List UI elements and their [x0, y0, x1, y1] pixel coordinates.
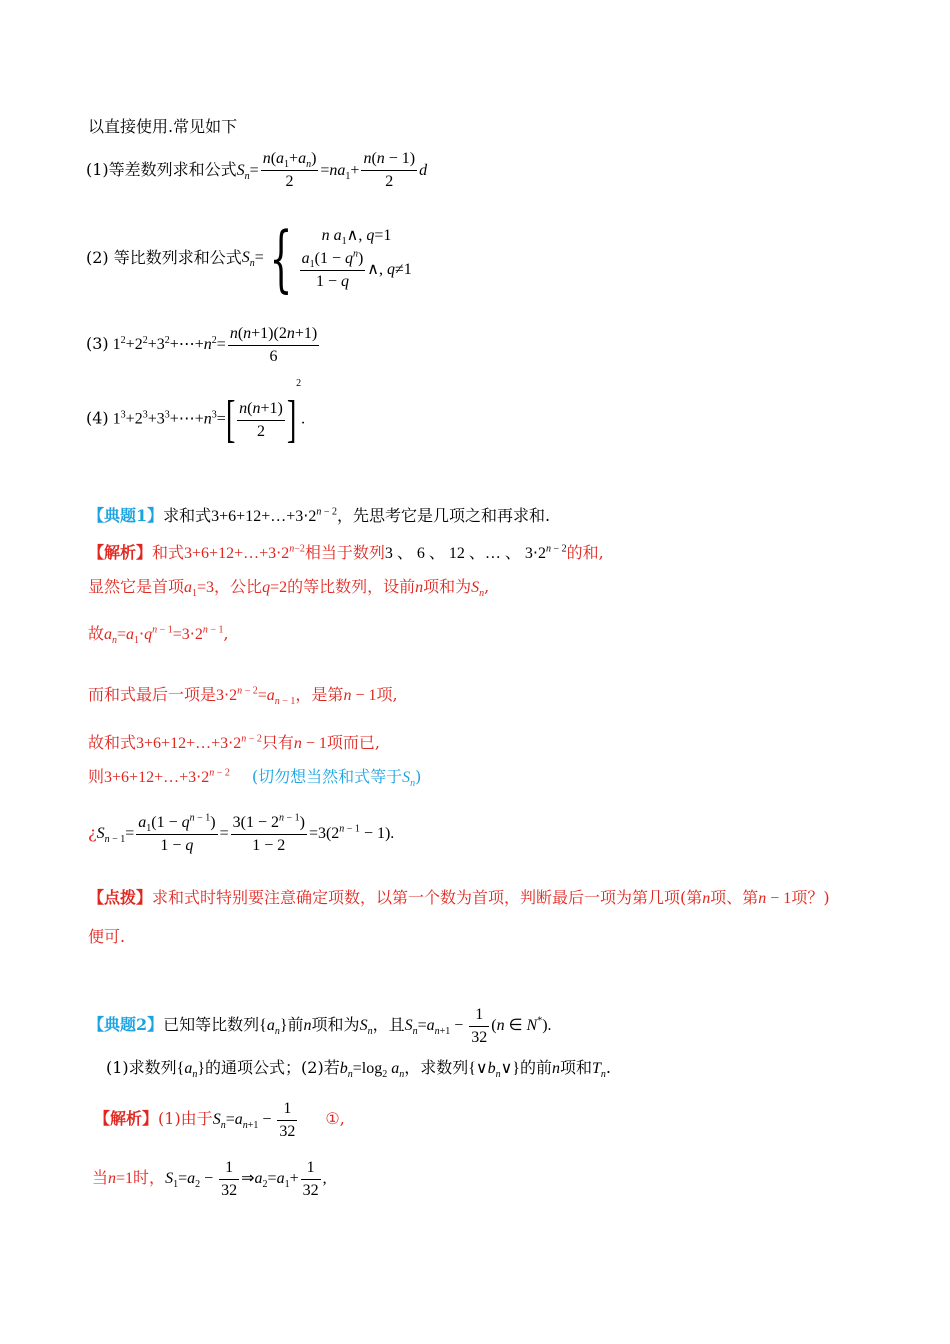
example1-tip: 【点拨】求和式时特别要注意确定项数，以第一个数为首项，判断最后一项为第几项(第n项、第n − 1项？)	[88, 888, 830, 907]
intro-text: 以直接使用.常见如下	[88, 117, 238, 136]
example2-question: 【典题2】已知等比数列$\{a_n\}$前n项和为$S_n$，且$S_n=a_{n+1}$ − $\frac{1}{32}$ (n ∈ N*).	[88, 1006, 552, 1046]
example1-solution-line1: 【解析】和式$3+6+12+\dots+3\cdot 2^{n-2}$相当于数列3 、 6 、 12 、… 、 $3\cdot 2^{n - 2}$的和,	[88, 543, 604, 562]
example1-question: 【典题1】求和式$3+6+12+\dots+3\cdot 2^{n - 2}$，先思考它是几项之和再求和.	[88, 506, 551, 525]
example1-solution-line4: 而和式最后一项是$3\cdot 2^{n - 2}=a_{n - 1}$，是第n − 1项,	[88, 685, 398, 708]
example2-solution-line2: 当n=1时，$S_1=a_2$ − $\frac{1}{32}$ $\Rightarrow a_2=a_1+$ $\frac{1}{32}$ ,	[92, 1159, 327, 1199]
formula-arithmetic-sum: (1)等差数列求和公式$S_n=$ $\frac{n(a_1+a_n)}{2}$ $=na_1+$ $\frac{n(n - 1)}{2}$ d	[86, 150, 428, 190]
example1-solution-line7: ¿$S_{n - 1}=$ $\frac{a_1(1 - q^n ^{- 1})}{1 - q}$ = $\frac{3(1 - 2^{n - 1})}{1 - 2}$ $=3(2^{n - 1} - 1)$.	[88, 812, 395, 854]
example1-solution-line2: 显然它是首项$a_1=3$，公比q=2的等比数列，设前n项和为$S_n$,	[88, 577, 490, 600]
example1-solution-line5: 故和式$3+6+12+\dots+3\cdot 2^{n - 2}$只有n − 1项而已,	[88, 733, 380, 752]
formula-geometric-sum: (2) 等比数列求和公式$S_n=${ n $a_1\wedge$, q=1 $\frac{a_1(1 - q^n)}{1 - q}$ ∧, q≠1	[86, 216, 412, 300]
example2-parts: (1)求数列$\{a_n\}$的通项公式；(2)若$b_n=\log_2$ $a_n$，求数列$\{\vee b_n\vee\}$的前n项和$T_n$.	[106, 1058, 612, 1081]
example1-solution-line3: 故$a_n=a_1\cdot q^n$ $^{- 1}=3\cdot 2^{n - 1}$,	[88, 624, 229, 647]
formula-sum-of-cubes: (4) $1^3+2^3+3^3+\cdots+n^3=$[ $\frac{n(n+1)}{2}$ ]$^2$.	[86, 378, 306, 448]
example1-solution-line6: 则$3+6+12+\dots+3\cdot 2^{n - 2}$ (切勿想当然和式等于$S_n$)	[88, 767, 422, 790]
example2-solution-line1: 【解析】(1)由于$S_n=a_{n+1}$ − $\frac{1}{32}$ ①,	[94, 1100, 345, 1140]
formula-sum-of-squares: (3) $1^2+2^2+3^2+\cdots+n^2=$ $\frac{n(n+1)(2n+1)}{6}$	[86, 325, 318, 365]
example1-tip-line2: 便可.	[88, 927, 126, 946]
